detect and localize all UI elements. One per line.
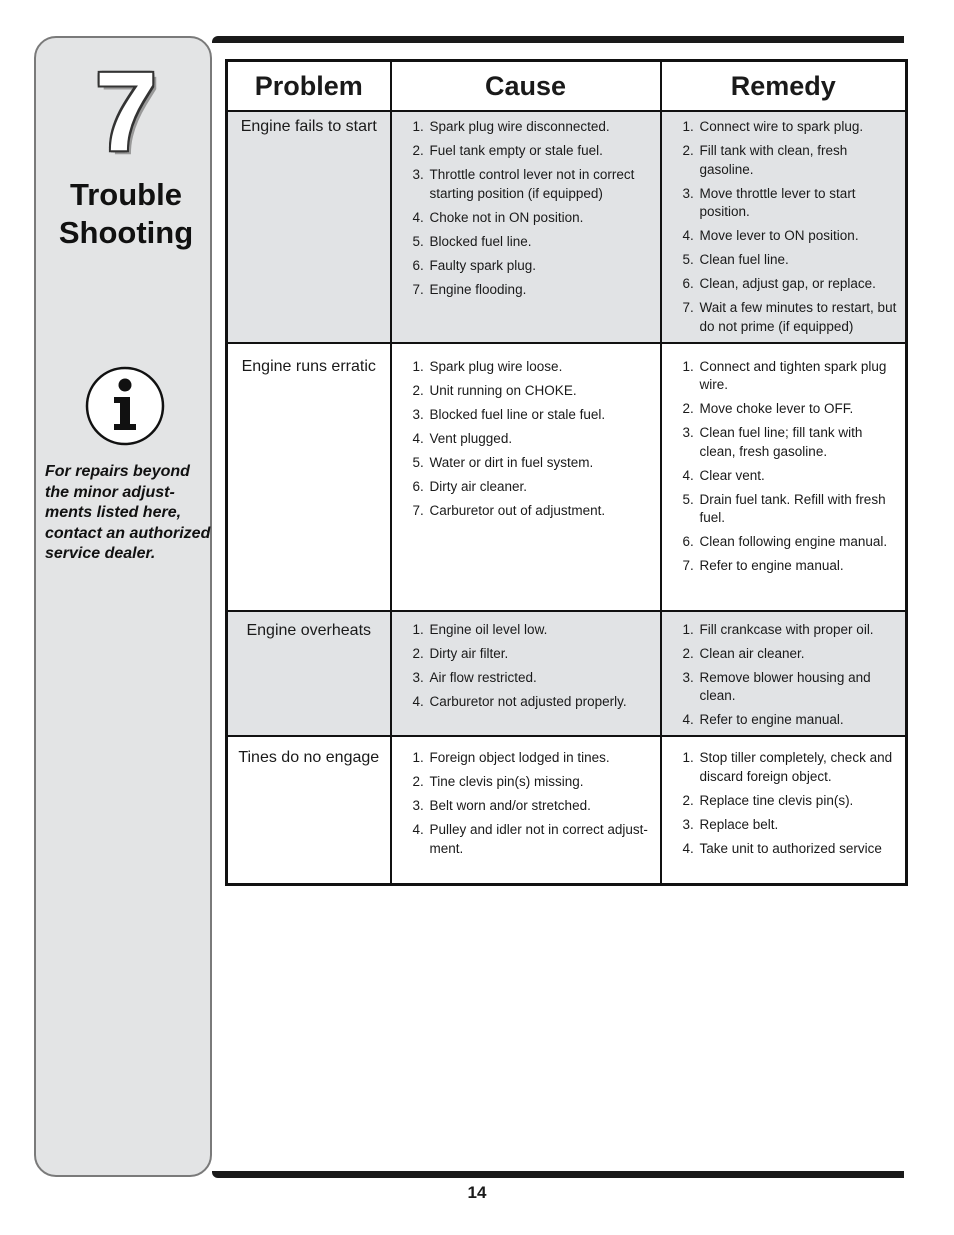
cause-item: 6. Dirty air cleaner. <box>428 478 654 497</box>
troubleshooting-table <box>225 59 908 886</box>
cause-item: 2. Fuel tank empty or stale fuel. <box>428 142 654 161</box>
remedy-item: 1. Fill crankcase with proper oil. <box>698 621 900 640</box>
header-remedy: Remedy <box>661 61 907 112</box>
cause-item: 1. Engine oil level low. <box>428 621 654 640</box>
problem-cell: Engine overheats <box>227 611 391 737</box>
problem-cell: Engine runs erratic <box>227 343 391 611</box>
cause-item: 4. Carburetor not adjusted properly. <box>428 693 654 712</box>
cause-item: 5. Blocked fuel line. <box>428 233 654 252</box>
cause-item: 7. Carburetor out of adjustment. <box>428 502 654 521</box>
remedy-cell <box>661 611 907 737</box>
cause-item: 2. Unit running on CHOKE. <box>428 382 654 401</box>
remedy-item: 5. Drain fuel tank. Refill with fresh fuel. <box>698 491 900 528</box>
remedy-item: 6. Clean following engine manual. <box>698 533 900 552</box>
cause-cell <box>391 343 661 611</box>
remedy-item: 2. Clean air cleaner. <box>698 645 900 664</box>
remedy-cell <box>661 736 907 885</box>
cause-item: 6. Faulty spark plug. <box>428 257 654 276</box>
remedy-item: 1. Connect wire to spark plug. <box>698 118 900 137</box>
remedy-item: 2. Move choke lever to OFF. <box>698 400 900 419</box>
cause-item: 2. Tine clevis pin(s) missing. <box>428 773 654 792</box>
cause-item: 5. Water or dirt in fuel system. <box>428 454 654 473</box>
remedy-item: 5. Clean fuel line. <box>698 251 900 270</box>
cause-cell <box>391 736 661 885</box>
remedy-item: 7. Wait a few minutes to restart, but do not prime (if equipped) <box>698 299 900 336</box>
remedy-cell <box>661 111 907 343</box>
remedy-item: 1. Stop tiller completely, check and discard foreign object. <box>698 749 900 786</box>
top-rule <box>212 36 904 43</box>
remedy-cell <box>661 343 907 611</box>
remedy-item: 2. Fill tank with clean, fresh gasoline. <box>698 142 900 179</box>
chapter-title-line1: Trouble <box>70 177 182 212</box>
repair-note: For repairs beyond the minor adjust- ments listed here, contact an authorized service dealer. <box>45 463 211 562</box>
chapter-sidebar <box>34 36 212 1177</box>
chapter-title-line2: Shooting <box>58 215 194 250</box>
cause-cell <box>391 611 661 737</box>
remedy-item: 4. Take unit to authorized service <box>698 840 900 859</box>
remedy-item: 4. Clear vent. <box>698 467 900 486</box>
cause-item: 3. Air flow restricted. <box>428 669 654 688</box>
cause-item: 4. Pulley and idler not in correct adjust- ment. <box>428 821 654 858</box>
cause-item: 3. Throttle control lever not in correct starting position (if equipped) <box>428 166 654 203</box>
table-row <box>227 611 907 737</box>
info-icon <box>85 366 165 446</box>
problem-cell: Tines do no engage <box>227 736 391 885</box>
bottom-rule <box>212 1171 904 1178</box>
cause-item: 3. Blocked fuel line or stale fuel. <box>428 406 654 425</box>
remedy-item: 2. Replace tine clevis pin(s). <box>698 792 900 811</box>
remedy-item: 3. Clean fuel line; fill tank with clean, fresh gasoline. <box>698 424 900 461</box>
remedy-item: 1. Connect and tighten spark plug wire. <box>698 358 900 395</box>
remedy-item: 3. Move throttle lever to start position. <box>698 185 900 222</box>
remedy-item: 7. Refer to engine manual. <box>698 557 900 576</box>
header-row <box>227 61 907 112</box>
page-number: 14 <box>467 1183 487 1202</box>
cause-item: 3. Belt worn and/or stretched. <box>428 797 654 816</box>
remedy-item: 4. Move lever to ON position. <box>698 227 900 246</box>
header-cause: Cause <box>391 61 661 112</box>
cause-cell <box>391 111 661 343</box>
cause-item: 2. Dirty air filter. <box>428 645 654 664</box>
cause-item: 1. Foreign object lodged in tines. <box>428 749 654 768</box>
cause-item: 1. Spark plug wire loose. <box>428 358 654 377</box>
header-problem: Problem <box>227 61 391 112</box>
problem-cell: Engine fails to start <box>227 111 391 343</box>
remedy-item: 6. Clean, adjust gap, or replace. <box>698 275 900 294</box>
table-row <box>227 736 907 885</box>
cause-item: 1. Spark plug wire disconnected. <box>428 118 654 137</box>
table-row <box>227 343 907 611</box>
chapter-number: 7 <box>94 49 158 174</box>
table-row <box>227 111 907 343</box>
remedy-item: 3. Replace belt. <box>698 816 900 835</box>
remedy-item: 3. Remove blower housing and clean. <box>698 669 900 706</box>
cause-item: 7. Engine flooding. <box>428 281 654 300</box>
cause-item: 4. Vent plugged. <box>428 430 654 449</box>
remedy-item: 4. Refer to engine manual. <box>698 711 900 730</box>
cause-item: 4. Choke not in ON position. <box>428 209 654 228</box>
chapter-title <box>36 176 216 252</box>
